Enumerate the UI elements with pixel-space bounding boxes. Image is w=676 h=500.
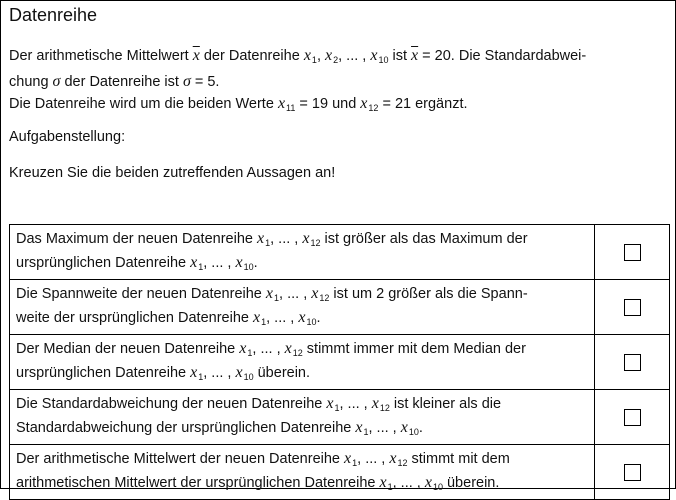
ellipsis: , ... , xyxy=(203,255,236,271)
var-x: x xyxy=(325,47,333,64)
ellipsis: , ... , xyxy=(270,231,303,247)
mean-symbol: $\overline{x}$ xyxy=(411,47,419,64)
var-x: x xyxy=(298,309,306,326)
var-x: x xyxy=(371,395,379,412)
option-checkbox-cell-1 xyxy=(595,225,670,280)
intro-text-part: = 20. Die Standardabwei- xyxy=(418,48,587,64)
var-x: x xyxy=(424,474,432,491)
intro-text-part: = 19 und xyxy=(295,96,361,112)
var-x: x xyxy=(190,364,198,381)
subscript: 10 xyxy=(243,262,254,272)
var-x: x xyxy=(303,47,311,64)
intro-line-3 xyxy=(9,93,659,119)
ellipsis: , ... , xyxy=(368,420,401,436)
option-text-2 xyxy=(10,280,595,335)
option-text-part: stimmt immer mit dem Median der xyxy=(302,341,526,357)
ellipsis: , ... , xyxy=(279,286,312,302)
subscript: 1 xyxy=(261,317,267,327)
var-x: x xyxy=(379,474,387,491)
option-checkbox-4[interactable] xyxy=(624,409,641,426)
intro-text-part: chung xyxy=(9,74,53,90)
intro-text-part: ist xyxy=(388,48,412,64)
ellipsis: , ... , xyxy=(339,396,372,412)
option-checkbox-2[interactable] xyxy=(624,299,641,316)
var-x: x xyxy=(400,419,408,436)
var-x: x xyxy=(284,340,292,357)
subscript: 1 xyxy=(247,348,253,358)
option-text-5 xyxy=(10,445,595,500)
ellipsis: , ... , xyxy=(203,365,236,381)
option-text-part: . xyxy=(253,255,258,271)
option-text-part: Standardabweichung der ursprünglichen Datenreihe xyxy=(16,420,356,436)
subscript: 1 xyxy=(334,403,340,413)
ellipsis: , ... , xyxy=(357,451,390,467)
subscript: 1 xyxy=(363,427,369,437)
sigma-symbol: σ xyxy=(182,73,191,90)
option-text-part: Die Spannweite der neuen Datenreihe xyxy=(16,286,266,302)
intro-text-part: der Datenreihe ist xyxy=(60,74,183,90)
option-text-part: . xyxy=(316,310,321,326)
option-text-part: ursprünglichen Datenreihe xyxy=(16,365,191,381)
option-text-part: Die Standardabweichung der neuen Datenreihe xyxy=(16,396,327,412)
option-checkbox-5[interactable] xyxy=(624,464,641,481)
option-text-part: Das Maximum der neuen Datenreihe xyxy=(16,231,257,247)
var-x: x xyxy=(190,254,198,271)
var-x: x xyxy=(311,285,319,302)
ellipsis: , ... , xyxy=(266,310,299,326)
task-title: Datenreihe xyxy=(9,5,98,25)
var-x: x xyxy=(235,364,243,381)
option-text-part: Der Median der neuen Datenreihe xyxy=(16,341,240,357)
var-x: x xyxy=(265,285,274,302)
var-x: x xyxy=(355,419,363,436)
subscript: 1 xyxy=(198,372,204,382)
subscript: 1 xyxy=(198,262,204,272)
subscript: 11 xyxy=(286,103,296,113)
option-text-part: ist um 2 größer als die Spann- xyxy=(329,286,528,302)
option-checkbox-cell-2 xyxy=(595,280,670,335)
subscript: 1 xyxy=(311,55,317,65)
ellipsis: , ... , xyxy=(252,341,285,357)
var-x: x xyxy=(360,95,368,112)
var-x: x xyxy=(326,395,334,412)
subscript: 12 xyxy=(368,103,379,113)
option-text-part: stimmt mit dem xyxy=(407,451,510,467)
option-checkbox-3[interactable] xyxy=(624,354,641,371)
option-text-1 xyxy=(10,225,595,280)
ellipsis: , ... , xyxy=(338,48,371,64)
subscript: 1 xyxy=(274,293,280,303)
intro-text-part: = 21 ergänzt. xyxy=(378,96,468,112)
subscript: 12 xyxy=(379,403,390,413)
task-instruction: Kreuzen Sie die beiden zutreffenden Aussagen an! xyxy=(9,165,336,181)
intro-text-part: = 5. xyxy=(190,74,220,90)
option-row-2 xyxy=(10,280,670,335)
mean-symbol: $\overline{x}$ xyxy=(192,47,200,64)
subscript: 12 xyxy=(319,293,330,303)
var-x: x xyxy=(370,47,378,64)
var-x: x xyxy=(252,309,261,326)
option-checkbox-cell-3 xyxy=(595,335,670,390)
intro-line-2 xyxy=(9,71,659,93)
option-row-5 xyxy=(10,445,670,500)
subscript: 1 xyxy=(352,458,358,468)
option-text-part: arithmetischen Mittelwert der ursprünglichen Datenreihe xyxy=(16,475,380,491)
var-x: x xyxy=(235,254,243,271)
option-row-1 xyxy=(10,225,670,280)
option-text-part: weite der ursprünglichen Datenreihe xyxy=(16,310,253,326)
option-text-part: . xyxy=(418,420,423,436)
intro-text xyxy=(9,45,659,119)
option-row-3 xyxy=(10,335,670,390)
option-text-4 xyxy=(10,390,595,445)
var-x: x xyxy=(277,95,286,112)
option-text-part: ursprünglichen Datenreihe xyxy=(16,255,191,271)
option-checkbox-1[interactable] xyxy=(624,244,641,261)
option-text-part: überein. xyxy=(253,365,311,381)
subscript: 10 xyxy=(378,55,389,65)
subscript: 10 xyxy=(243,372,254,382)
intro-text-part: der Datenreihe xyxy=(199,48,304,64)
subscript: 1 xyxy=(387,482,393,492)
var-x: x xyxy=(256,230,265,247)
subscript: 12 xyxy=(310,238,321,248)
task-label: Aufgabenstellung: xyxy=(9,129,126,145)
var-x: x xyxy=(239,340,247,357)
option-row-4 xyxy=(10,390,670,445)
option-checkbox-cell-5 xyxy=(595,445,670,500)
option-text-part: Der arithmetische Mittelwert der neuen Datenreihe xyxy=(16,451,345,467)
subscript: 12 xyxy=(292,348,303,358)
sigma-symbol: σ xyxy=(52,73,61,90)
subscript: 10 xyxy=(408,427,419,437)
var-x: x xyxy=(389,450,397,467)
option-text-3 xyxy=(10,335,595,390)
ellipsis: , ... , xyxy=(392,475,425,491)
option-text-part: überein. xyxy=(442,475,500,491)
subscript: 10 xyxy=(306,317,317,327)
intro-line-1 xyxy=(9,45,659,71)
var-x: x xyxy=(344,450,352,467)
subscript: 2 xyxy=(333,55,339,65)
subscript: 12 xyxy=(397,458,408,468)
intro-text-part: Die Datenreihe wird um die beiden Werte xyxy=(9,96,278,112)
option-text-part: ist größer als das Maximum der xyxy=(320,231,528,247)
option-text-part: ist kleiner als die xyxy=(389,396,502,412)
subscript: 10 xyxy=(432,482,443,492)
option-checkbox-cell-4 xyxy=(595,390,670,445)
intro-text-part: Der arithmetische Mittelwert xyxy=(9,48,193,64)
answer-options-table xyxy=(9,224,670,500)
separator: , xyxy=(316,48,325,64)
subscript: 1 xyxy=(265,238,271,248)
var-x: x xyxy=(302,230,310,247)
